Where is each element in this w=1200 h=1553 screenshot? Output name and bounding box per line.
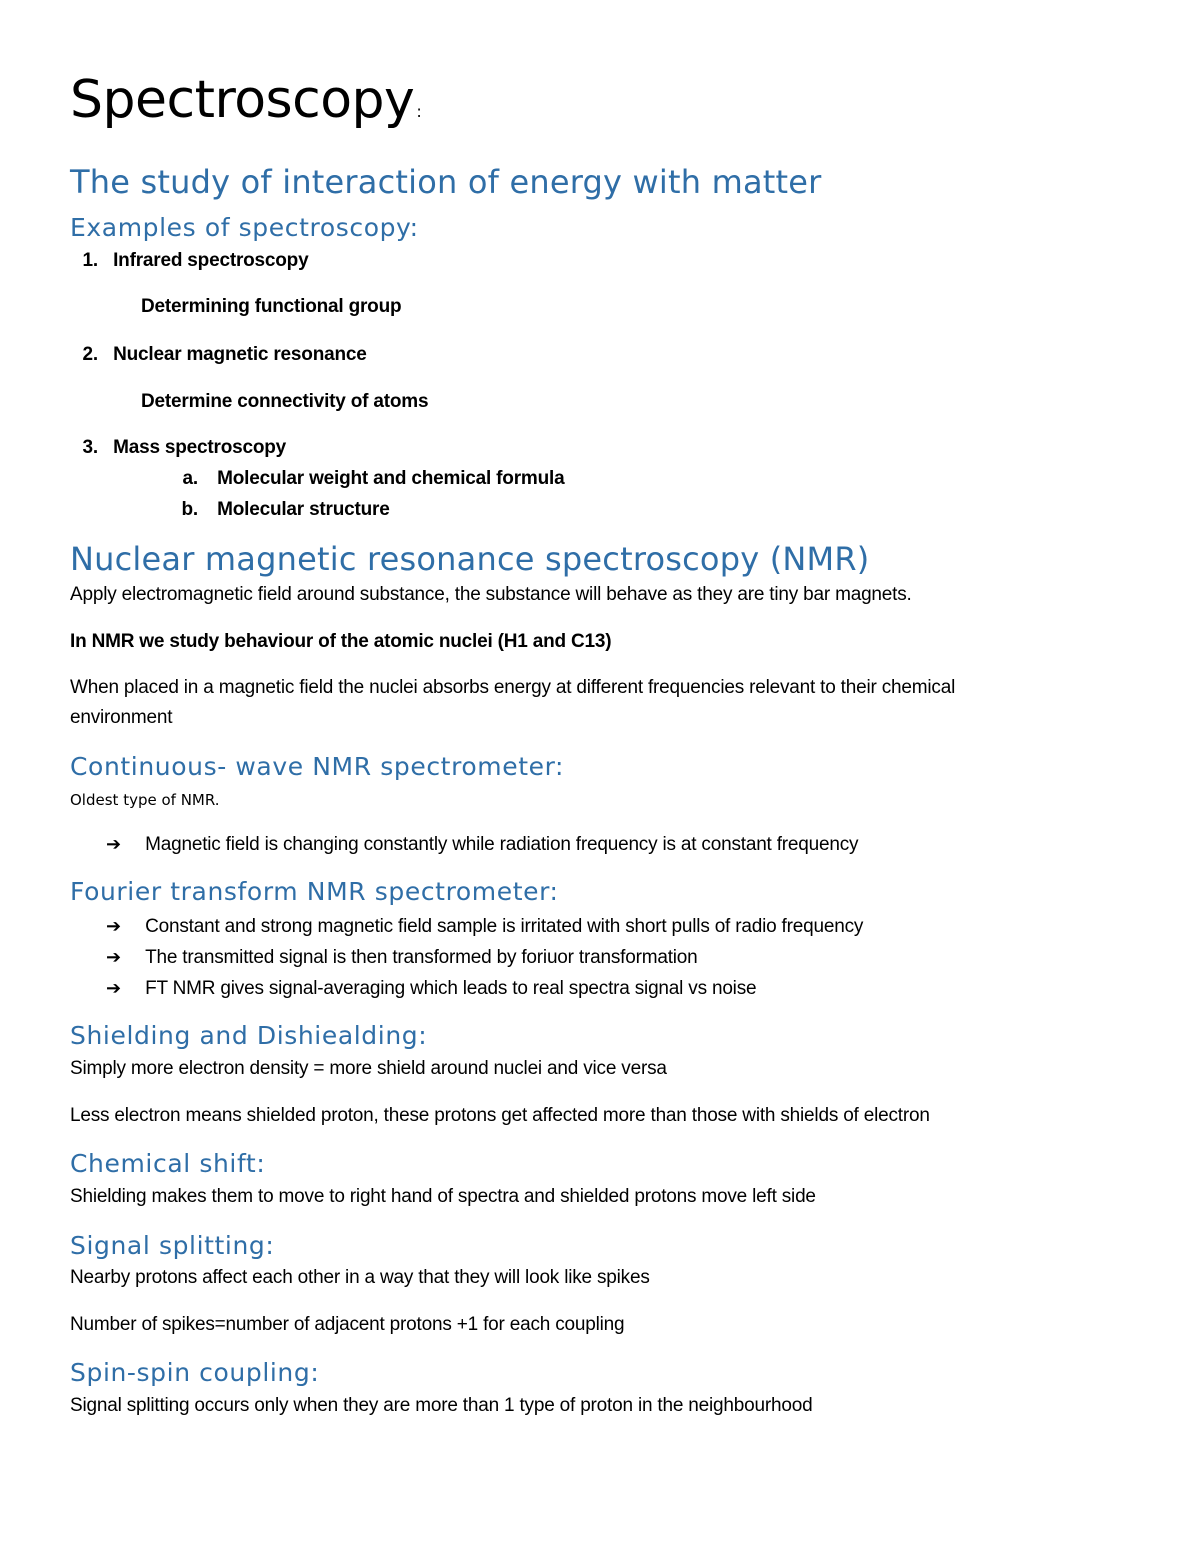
section-heading-chemical-shift: Chemical shift: <box>70 1149 266 1178</box>
list-item-label: Mass spectroscopy <box>113 437 287 458</box>
list-item <box>70 344 367 366</box>
section-heading-signal-splitting: Signal splitting: <box>70 1231 275 1260</box>
paragraph: Simply more electron density = more shield around nuclei and vice versa <box>70 1058 667 1079</box>
list-item <box>70 437 286 459</box>
page-title <box>70 70 421 130</box>
arrow-icon: ➔ <box>106 916 121 936</box>
arrow-icon: ➔ <box>106 978 121 998</box>
page-title-text: Spectroscopy <box>70 70 415 130</box>
list-item-detail: Determining functional group <box>141 296 402 317</box>
paragraph: In NMR we study behaviour of the atomic nuclei (H1 and C13) <box>70 631 612 652</box>
subtitle-heading: The study of interaction of energy with matter <box>70 163 822 201</box>
bullet-text: Constant and strong magnetic field sample is irritated with short pulls of radio frequency <box>145 916 864 937</box>
bullet-item <box>106 978 756 1000</box>
section-heading-ft: Fourier transform NMR spectrometer: <box>70 877 559 906</box>
sub-list-letter: a. <box>182 468 198 489</box>
sub-list-letter: b. <box>181 499 198 520</box>
examples-heading: Examples of spectroscopy: <box>70 213 419 242</box>
section-heading-cw: Continuous- wave NMR spectrometer: <box>70 752 565 781</box>
arrow-icon: ➔ <box>106 947 121 967</box>
paragraph: Apply electromagnetic field around substance, the substance will behave as they are tiny bar magnets. <box>70 584 912 605</box>
paragraph: When placed in a magnetic field the nuclei absorbs energy at different frequencies relevant to their chemical <box>70 677 956 698</box>
list-number: 2. <box>82 344 98 365</box>
paragraph: Number of spikes=number of adjacent protons +1 for each coupling <box>70 1314 625 1335</box>
list-number: 1. <box>82 250 98 271</box>
bullet-item <box>106 947 698 969</box>
list-item-label: Infrared spectroscopy <box>113 250 309 271</box>
paragraph: Nearby protons affect each other in a way that they will look like spikes <box>70 1267 650 1288</box>
note-text: Oldest type of NMR. <box>70 791 220 809</box>
paragraph: Less electron means shielded proton, these protons get affected more than those with shields of electron <box>70 1105 930 1126</box>
paragraph: Shielding makes them to move to right hand of spectra and shielded protons move left side <box>70 1186 816 1207</box>
list-item <box>70 250 308 272</box>
list-item-label: Nuclear magnetic resonance <box>113 344 367 365</box>
page-title-colon: : <box>416 102 422 121</box>
arrow-icon: ➔ <box>106 834 121 854</box>
section-heading-shielding: Shielding and Dishiealding: <box>70 1021 428 1050</box>
bullet-text: FT NMR gives signal-averaging which leads to real spectra signal vs noise <box>145 978 757 999</box>
list-number: 3. <box>82 437 98 458</box>
bullet-item <box>106 916 863 938</box>
sub-list-item <box>174 468 564 490</box>
paragraph: Signal splitting occurs only when they are more than 1 type of proton in the neighbourhood <box>70 1395 813 1416</box>
sub-list-text: Molecular weight and chemical formula <box>217 468 565 489</box>
list-item-detail: Determine connectivity of atoms <box>141 391 429 412</box>
bullet-item <box>106 834 858 856</box>
paragraph-continued: environment <box>70 707 173 728</box>
section-heading-nmr: Nuclear magnetic resonance spectroscopy (NMR) <box>70 540 870 578</box>
sub-list-text: Molecular structure <box>217 499 390 520</box>
section-heading-spin-spin: Spin-spin coupling: <box>70 1358 320 1387</box>
sub-list-item <box>174 499 390 521</box>
bullet-text: Magnetic field is changing constantly while radiation frequency is at constant frequency <box>145 834 859 855</box>
bullet-text: The transmitted signal is then transformed by foriuor transformation <box>145 947 698 968</box>
